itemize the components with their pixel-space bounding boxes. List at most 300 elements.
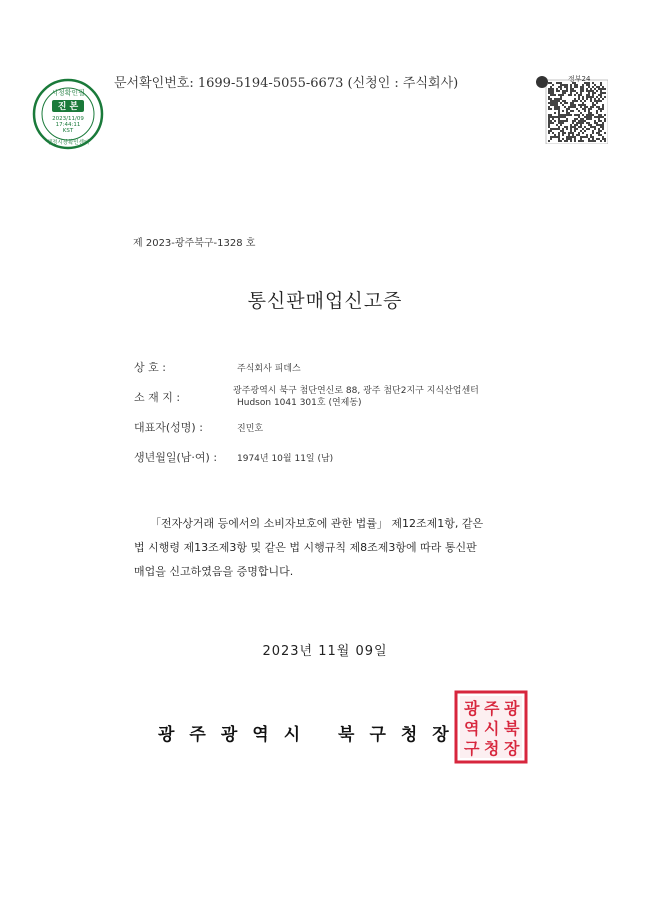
qr-cell (600, 92, 602, 94)
qr-cell (600, 140, 602, 142)
qr-cell (570, 124, 572, 126)
qr-cell (586, 116, 588, 118)
qr-cell (584, 110, 586, 112)
qr-cell (602, 116, 604, 118)
qr-cell (562, 128, 564, 130)
qr-cell (604, 118, 606, 120)
svg-text:주: 주 (484, 699, 500, 718)
qr-cell (572, 106, 574, 108)
qr-cell (570, 84, 572, 86)
qr-cell (566, 138, 568, 140)
qr-cell (570, 102, 572, 104)
qr-cell (596, 138, 598, 140)
qr-cell (570, 92, 572, 94)
qr-cell (556, 82, 558, 84)
qr-cell (590, 126, 592, 128)
qr-cell (558, 108, 560, 110)
qr-cell (596, 116, 598, 118)
qr-cell (598, 130, 600, 132)
qr-cell (548, 90, 550, 92)
qr-cell (594, 88, 596, 90)
qr-cell (560, 88, 562, 90)
qr-cell (576, 114, 578, 116)
qr-cell (598, 94, 600, 96)
qr-cell (548, 132, 550, 134)
qr-cell (592, 102, 594, 104)
qr-cell (566, 118, 568, 120)
qr-cell (558, 112, 560, 114)
qr-cell (556, 128, 558, 130)
qr-cell (558, 138, 560, 140)
qr-cell (550, 116, 552, 118)
qr-cell (602, 88, 604, 90)
qr-cell (552, 92, 554, 94)
seal-tz: KST (62, 128, 74, 134)
paragraph-line: 매업을 신고하였음을 증명합니다. (134, 565, 294, 578)
qr-cell (588, 96, 590, 98)
qr-cell (600, 114, 602, 116)
qr-cell (598, 114, 600, 116)
qr-cell (550, 90, 552, 92)
qr-cell (580, 136, 582, 138)
qr-cell (560, 116, 562, 118)
qr-cell (564, 140, 566, 142)
qr-cell (550, 114, 552, 116)
qr-cell (552, 94, 554, 96)
qr-cell (548, 106, 550, 108)
qr-cell (550, 86, 552, 88)
qr-cell (592, 138, 594, 140)
qr-cell (582, 120, 584, 122)
seal-time: 17:44:11 (55, 122, 81, 128)
qr-cell (554, 134, 556, 136)
qr-cell (562, 94, 564, 96)
qr-cell (598, 138, 600, 140)
qr-cell (558, 106, 560, 108)
qr-cell (600, 96, 602, 98)
qr-cell (558, 94, 560, 96)
qr-cell (572, 134, 574, 136)
qr-cell (558, 134, 560, 136)
qr-cell (578, 94, 580, 96)
qr-cell (584, 136, 586, 138)
qr-cell (560, 114, 562, 116)
qr-cell (550, 136, 552, 138)
qr-cell (568, 114, 570, 116)
qr-cell (558, 116, 560, 118)
qr-cell (550, 88, 552, 90)
qr-cell (584, 116, 586, 118)
qr-cell (562, 114, 564, 116)
qr-cell (552, 84, 554, 86)
qr-cell (548, 126, 550, 128)
qr-cell (598, 100, 600, 102)
qr-cell (600, 124, 602, 126)
qr-cell (590, 106, 592, 108)
qr-cell (586, 134, 588, 136)
qr-cell (582, 102, 584, 104)
qr-cell (602, 136, 604, 138)
issue-date: 2023년 11월 09일 (262, 644, 388, 659)
qr-cell (576, 92, 578, 94)
qr-cell (564, 102, 566, 104)
qr-cell (594, 120, 596, 122)
qr-cell (590, 114, 592, 116)
qr-cell (560, 82, 562, 84)
qr-cell (578, 132, 580, 134)
qr-cell (552, 102, 554, 104)
field-value-address-line2: Hudson 1041 301호 (연제동) (237, 398, 362, 408)
qr-cell (590, 112, 592, 114)
qr-cell (586, 96, 588, 98)
qr-cell (574, 136, 576, 138)
qr-cell (598, 118, 600, 120)
qr-cell (600, 82, 602, 84)
qr-cell (562, 116, 564, 118)
qr-cell (592, 94, 594, 96)
field-label-representative: 대표자(성명) : (134, 421, 203, 434)
qr-cell (574, 84, 576, 86)
field-label-company: 상 호 : (134, 361, 166, 374)
qr-cell (580, 122, 582, 124)
qr-cell (554, 106, 556, 108)
qr-cell (592, 104, 594, 106)
qr-cell (596, 90, 598, 92)
document-confirmation-number: 문서확인번호: 1699-5194-5055-6673 (신청인 : 주식회사) (114, 76, 459, 91)
qr-cell (588, 84, 590, 86)
qr-cell (548, 114, 550, 116)
qr-cell (566, 84, 568, 86)
qr-cell (598, 128, 600, 130)
qr-cell (564, 100, 566, 102)
qr-cell (574, 90, 576, 92)
qr-cell (548, 140, 550, 142)
qr-cell (578, 116, 580, 118)
qr-cell (594, 98, 596, 100)
qr-cell (594, 140, 596, 142)
qr-cell (564, 116, 566, 118)
qr-cell (594, 126, 596, 128)
qr-cell (560, 96, 562, 98)
qr-cell (604, 88, 606, 90)
qr-cell (582, 90, 584, 92)
qr-cell (556, 100, 558, 102)
qr-cell (574, 86, 576, 88)
qr-cell (576, 128, 578, 130)
qr-cell (578, 120, 580, 122)
qr-cell (600, 120, 602, 122)
qr-cell (578, 104, 580, 106)
qr-cell (558, 140, 560, 142)
qr-cell (600, 134, 602, 136)
qr-cell (576, 108, 578, 110)
qr-cell (582, 86, 584, 88)
qr-cell (564, 114, 566, 116)
qr-cell (592, 126, 594, 128)
paragraph-line: 「전자상거래 등에서의 소비자보호에 관한 법률」 제12조제1항, 같은 (150, 517, 484, 530)
qr-cell (568, 132, 570, 134)
field-value-birthdate: 1974년 10월 11일 (남) (237, 454, 334, 464)
qr-cell (582, 108, 584, 110)
qr-cell (556, 104, 558, 106)
qr-cell (604, 132, 606, 134)
qr-cell (588, 140, 590, 142)
qr-cell (554, 120, 556, 122)
qr-cell (566, 112, 568, 114)
qr-cell (562, 120, 564, 122)
qr-cell (570, 104, 572, 106)
qr-cell (566, 102, 568, 104)
qr-cell (574, 124, 576, 126)
qr-cell (568, 108, 570, 110)
qr-cell (574, 140, 576, 142)
qr-cell (574, 126, 576, 128)
issuer-name: 광주광역시 북구청장 (158, 725, 464, 745)
qr-cell (600, 94, 602, 96)
qr-cell (590, 140, 592, 142)
qr-cell (590, 118, 592, 120)
qr-cell (560, 130, 562, 132)
field-label-birthdate: 생년월일(남·여) : (134, 451, 218, 464)
qr-cell (564, 84, 566, 86)
verification-seal-icon (32, 78, 104, 150)
qr-cell (580, 124, 582, 126)
qr-cell (580, 104, 582, 106)
qr-cell (560, 122, 562, 124)
qr-cell (594, 104, 596, 106)
official-seal-icon (454, 690, 528, 764)
qr-cell (584, 106, 586, 108)
qr-cell (590, 124, 592, 126)
qr-cell (578, 122, 580, 124)
qr-cell (600, 90, 602, 92)
qr-cell (570, 90, 572, 92)
qr-cell (582, 118, 584, 120)
qr-cell (552, 136, 554, 138)
qr-cell (602, 106, 604, 108)
qr-cell (588, 128, 590, 130)
qr-cell (566, 86, 568, 88)
qr-cell (582, 98, 584, 100)
qr-cell (598, 108, 600, 110)
qr-cell (566, 140, 568, 142)
seal-bottom-text: 행정시장확인센터 (46, 140, 90, 146)
qr-cell (600, 110, 602, 112)
qr-cell (586, 98, 588, 100)
svg-text:광: 광 (464, 699, 480, 718)
qr-cell (568, 134, 570, 136)
qr-cell (568, 138, 570, 140)
qr-cell (570, 132, 572, 134)
qr-cell (574, 104, 576, 106)
qr-cell (550, 122, 552, 124)
qr-cell (598, 120, 600, 122)
qr-cell (560, 94, 562, 96)
qr-cell (556, 98, 558, 100)
qr-cell (582, 136, 584, 138)
qr-cell (592, 140, 594, 142)
qr-cell (552, 122, 554, 124)
qr-cell (604, 120, 606, 122)
qr-cell (592, 92, 594, 94)
qr-cell (604, 96, 606, 98)
qr-cell (562, 90, 564, 92)
qr-cell (578, 110, 580, 112)
qr-cell (596, 132, 598, 134)
qr-cell (560, 124, 562, 126)
qr-cell (588, 118, 590, 120)
field-value-company: 주식회사 피데스 (237, 364, 301, 374)
qr-cell (572, 126, 574, 128)
qr-cell (556, 136, 558, 138)
qr-cell (600, 126, 602, 128)
qr-cell (576, 134, 578, 136)
qr-cell (558, 82, 560, 84)
qr-cell (576, 124, 578, 126)
qr-cell (572, 110, 574, 112)
certification-paragraph (134, 512, 534, 584)
qr-cell (582, 84, 584, 86)
qr-cell (586, 88, 588, 90)
qr-cell (584, 120, 586, 122)
qr-cell (588, 86, 590, 88)
qr-cell (564, 106, 566, 108)
qr-cell (590, 98, 592, 100)
qr-cell (592, 132, 594, 134)
qr-cell (586, 90, 588, 92)
qr-cell (580, 112, 582, 114)
qr-cell (558, 132, 560, 134)
qr-cell (586, 94, 588, 96)
qr-cell (580, 94, 582, 96)
qr-cell (562, 132, 564, 134)
qr-cell (582, 96, 584, 98)
seal-date: 2023/11/09 (52, 116, 84, 122)
qr-cell (558, 118, 560, 120)
qr-cell (596, 102, 598, 104)
qr-cell (600, 88, 602, 90)
field-label-address: 소 재 지 : (134, 391, 181, 404)
qr-cell (580, 100, 582, 102)
svg-text:광: 광 (504, 699, 520, 718)
qr-cell (588, 122, 590, 124)
qr-cell (582, 132, 584, 134)
svg-text:역: 역 (464, 719, 480, 738)
qr-cell (554, 98, 556, 100)
qr-cell (574, 98, 576, 100)
seal-top-text: 시청확인필 (51, 89, 85, 97)
qr-cell (588, 90, 590, 92)
qr-cell (588, 94, 590, 96)
qr-cell (586, 118, 588, 120)
qr-cell (548, 118, 550, 120)
qr-cell (574, 118, 576, 120)
qr-cell (572, 100, 574, 102)
qr-cell (602, 98, 604, 100)
qr-cell (562, 134, 564, 136)
qr-cell (588, 92, 590, 94)
qr-cell (602, 128, 604, 130)
qr-cell (582, 122, 584, 124)
qr-cell (588, 138, 590, 140)
qr-cell (578, 140, 580, 142)
qr-cell (598, 106, 600, 108)
paragraph-line: 법 시행령 제13조제3항 및 같은 법 시행규칙 제8조제3항에 따라 통신판 (134, 541, 477, 554)
qr-cell (550, 138, 552, 140)
qr-cell (590, 116, 592, 118)
qr-cell (580, 88, 582, 90)
qr-cell (552, 104, 554, 106)
qr-cell (570, 88, 572, 90)
qr-cell (574, 100, 576, 102)
qr-cell (578, 114, 580, 116)
qr-cell (556, 88, 558, 90)
qr-cell (548, 102, 550, 104)
qr-cell (574, 114, 576, 116)
qr-cell (548, 98, 550, 100)
qr-cell (590, 90, 592, 92)
qr-cell (574, 128, 576, 130)
qr-cell (594, 122, 596, 124)
qr-cell (570, 110, 572, 112)
qr-cell (564, 92, 566, 94)
qr-cell (570, 114, 572, 116)
qr-cell (602, 122, 604, 124)
qr-cell (602, 126, 604, 128)
qr-cell (604, 92, 606, 94)
svg-text:장: 장 (504, 739, 520, 758)
qr-cell (584, 100, 586, 102)
qr-cell (586, 114, 588, 116)
qr-cell (588, 124, 590, 126)
qr-cell (598, 124, 600, 126)
qr-cell (558, 98, 560, 100)
qr-cell (570, 86, 572, 88)
svg-text:청: 청 (484, 739, 500, 758)
qr-cell (554, 136, 556, 138)
qr-cell (550, 92, 552, 94)
qr-cell (598, 132, 600, 134)
qr-cell (558, 120, 560, 122)
qr-cell (574, 94, 576, 96)
qr-cell (572, 132, 574, 134)
qr-cell (572, 136, 574, 138)
qr-cell (598, 134, 600, 136)
qr-cell (554, 104, 556, 106)
qr-cell (604, 138, 606, 140)
qr-cell (580, 120, 582, 122)
qr-cell (586, 122, 588, 124)
qr-cell (550, 94, 552, 96)
svg-text:북: 북 (504, 719, 520, 738)
qr-cell (558, 128, 560, 130)
qr-cell (550, 128, 552, 130)
qr-cell (576, 118, 578, 120)
qr-cell (590, 136, 592, 138)
qr-cell (580, 126, 582, 128)
qr-cell (558, 126, 560, 128)
qr-cell (580, 106, 582, 108)
qr-cell (594, 100, 596, 102)
qr-cell (570, 130, 572, 132)
qr-cell (592, 136, 594, 138)
qr-cell (558, 114, 560, 116)
qr-cell (562, 130, 564, 132)
qr-cell (566, 136, 568, 138)
qr-cell (550, 82, 552, 84)
qr-cell (552, 116, 554, 118)
qr-cell (570, 140, 572, 142)
